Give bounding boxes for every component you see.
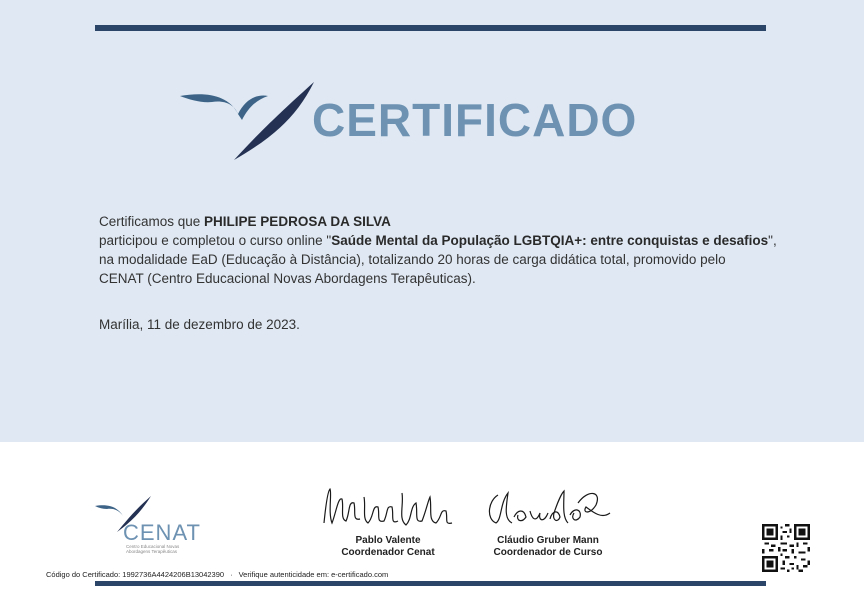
cenat-subtitle: Centro Educacional Novas Abordagens Terapêuticas — [126, 544, 180, 554]
signature-block-1 — [318, 483, 458, 559]
verify-link[interactable]: Verifique autenticidade em: e-certificado.com — [238, 570, 389, 579]
recipient-line — [99, 212, 799, 231]
course-line — [99, 231, 799, 250]
recipient-name: PHILIPE PEDROSA DA SILVA — [204, 214, 391, 229]
course-name: Saúde Mental da População LGBTQIA+: entre conquistas e desafios — [331, 233, 769, 248]
certificate-title: CERTIFICADO — [312, 94, 638, 146]
institution-line: CENAT (Centro Educacional Novas Abordagens Terapêuticas). — [99, 271, 476, 286]
handwritten-signature-pablo — [318, 483, 458, 535]
wing-logo-icon — [176, 80, 316, 164]
signer-role-2: Coordenador de Curso — [493, 547, 603, 558]
signature-block-2 — [478, 483, 618, 559]
cenat-logo — [93, 496, 201, 561]
certificate-code: Código do Certificado: 1992736A4424206B13042390 — [46, 570, 225, 579]
handwritten-signature-claudio — [478, 483, 618, 535]
cenat-wordmark: CENAT — [123, 520, 201, 545]
signer-name-1: Pablo Valente — [355, 535, 421, 546]
intro-text: Certificamos que — [99, 214, 205, 229]
qr-code-icon[interactable] — [762, 524, 810, 572]
certificate-body — [99, 212, 799, 288]
signer-name-2: Cláudio Gruber Mann — [497, 535, 599, 546]
certificate-footer — [46, 570, 388, 579]
footer-separator: · — [230, 570, 233, 579]
bottom-divider — [95, 581, 766, 586]
modality-line: na modalidade EaD (Educação à Distância), totalizando 20 horas de carga didática total, promovido pelo — [99, 252, 726, 267]
course-suffix: ", — [768, 233, 777, 248]
course-prefix: participou e completou o curso online " — [99, 233, 332, 248]
top-divider — [95, 25, 766, 31]
signer-role-1: Coordenador Cenat — [341, 547, 435, 558]
issue-date: Marília, 11 de dezembro de 2023. — [99, 317, 300, 332]
